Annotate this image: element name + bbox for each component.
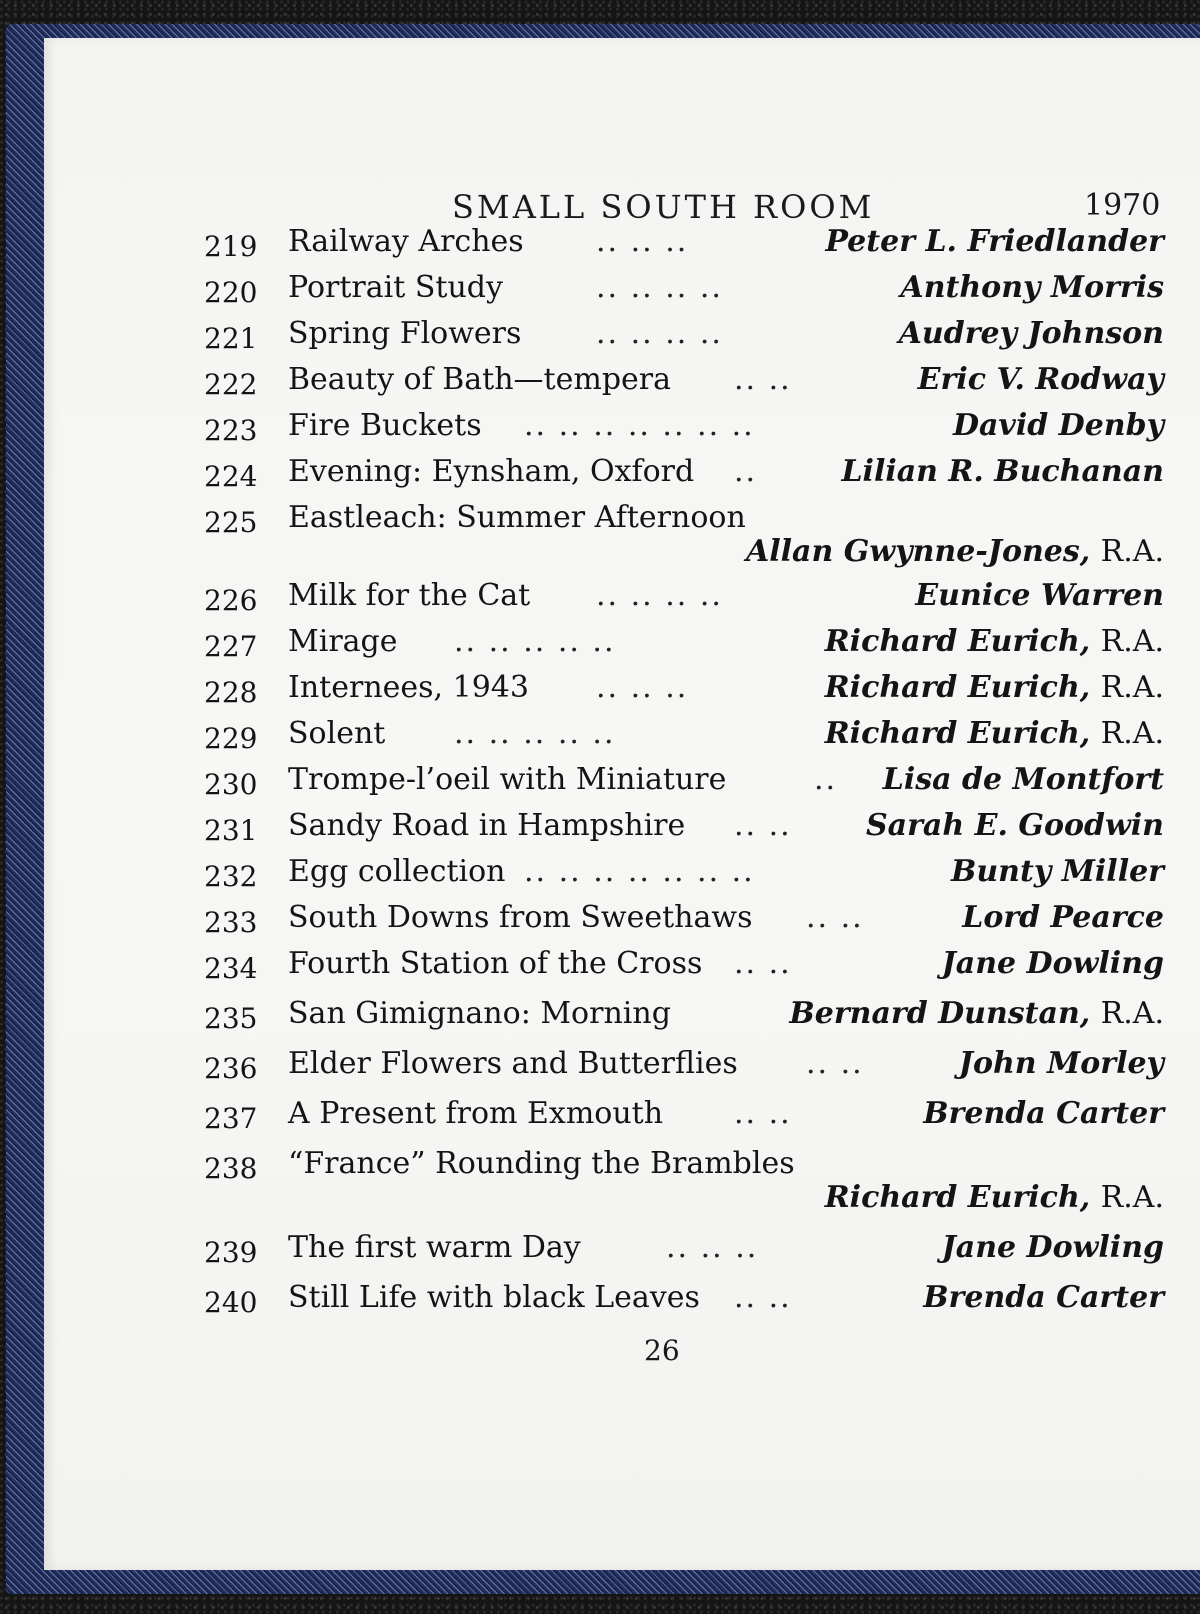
entry-title: Elder Flowers and Butterflies [288, 1046, 738, 1081]
entry-title: South Downs from Sweethaws [288, 900, 753, 935]
entry-title: Spring Flowers [288, 316, 522, 351]
entry-title: Eastleach: Summer Afternoon [288, 500, 746, 535]
entry-artist [915, 578, 1164, 613]
entry-row [44, 762, 1200, 802]
entry-title: Beauty of Bath—tempera [288, 362, 671, 397]
artist-honour: R.A. [1100, 670, 1164, 705]
leader-dots: .. .. .. .. [596, 316, 723, 351]
leader-dots: .. .. .. .. .. [454, 716, 616, 751]
entry-number: 240 [204, 1286, 258, 1319]
leader-dots: .. .. .. .. .. [454, 624, 616, 659]
entry-number: 219 [204, 230, 258, 263]
leader-dots: .. .. [734, 946, 792, 981]
room-title: SMALL SOUTH ROOM [452, 188, 875, 226]
entry-number: 223 [204, 414, 258, 447]
entry-artist [951, 854, 1164, 889]
artist-name: Brenda Carter [923, 1280, 1164, 1315]
entry-artist [918, 362, 1164, 397]
entry-number: 239 [204, 1236, 258, 1269]
entry-row [44, 1096, 1200, 1136]
entry-row [44, 408, 1200, 448]
entry-row [44, 854, 1200, 894]
artist-name: Anthony Morris [900, 270, 1164, 305]
leader-dots: .. .. [734, 1096, 792, 1131]
artist-name: Richard Eurich, [824, 1180, 1091, 1215]
artist-name: Sarah E. Goodwin [865, 808, 1164, 843]
entry-row [44, 224, 1200, 264]
artist-honour: R.A. [1100, 534, 1164, 569]
entry-artist [923, 1280, 1164, 1315]
artist-name: Richard Eurich, [824, 624, 1091, 659]
leader-dots: .. .. .. [596, 670, 689, 705]
entry-artist [825, 670, 1164, 705]
entry-artist [923, 1096, 1164, 1131]
entry-title: Fourth Station of the Cross [288, 946, 703, 981]
leader-dots: .. .. .. .. .. .. .. [524, 854, 755, 889]
entry-title: “France” Rounding the Brambles [288, 1146, 795, 1181]
entry-number: 228 [204, 676, 258, 709]
artist-honour: R.A. [1100, 624, 1164, 659]
leader-dots: .. [814, 762, 838, 797]
entry-number: 237 [204, 1102, 258, 1135]
leader-dots: .. .. [734, 362, 792, 397]
leader-dots: .. .. .. [596, 224, 689, 259]
entry-number: 231 [204, 814, 258, 847]
entry-number: 234 [204, 952, 258, 985]
entry-title: San Gimignano: Morning [288, 996, 671, 1031]
artist-name: Richard Eurich, [824, 670, 1091, 705]
entry-number: 236 [204, 1052, 258, 1085]
artist-name: Jane Dowling [941, 946, 1164, 981]
artist-honour: R.A. [1100, 716, 1164, 751]
year: 1970 [1084, 188, 1161, 223]
leader-dots: .. .. [806, 1046, 864, 1081]
artist-name: John Morley [958, 1046, 1164, 1081]
entry-artist [825, 624, 1164, 659]
entry-number: 229 [204, 722, 258, 755]
entry-number: 226 [204, 584, 258, 617]
entry-artist [899, 316, 1164, 351]
entry-artist [900, 270, 1164, 305]
entry-title: Portrait Study [288, 270, 503, 305]
artist-name: Lord Pearce [962, 900, 1164, 935]
artist-name: Eric V. Rodway [917, 362, 1164, 397]
leader-dots: .. .. [806, 900, 864, 935]
entry-artist [825, 224, 1164, 259]
entry-title: Sandy Road in Hampshire [288, 808, 686, 843]
leader-dots: .. .. .. [666, 1230, 759, 1265]
entry-number: 227 [204, 630, 258, 663]
entry-row [44, 624, 1200, 664]
entry-artist [841, 454, 1164, 489]
entry-row [44, 578, 1200, 618]
page-number: 26 [644, 1334, 680, 1367]
leader-dots: .. .. .. .. [596, 270, 723, 305]
entry-title: Trompe-l’oeil with Miniature [288, 762, 727, 797]
entry-row [44, 1230, 1200, 1270]
artist-name: Brenda Carter [923, 1096, 1164, 1131]
entry-title: A Present from Exmouth [288, 1096, 664, 1131]
artist-name: Eunice Warren [915, 578, 1164, 613]
entry-row [44, 500, 1200, 569]
artist-name: Bunty Miller [950, 854, 1164, 889]
artist-name: Peter L. Friedlander [825, 224, 1164, 259]
entry-artist [789, 996, 1164, 1031]
entry-number: 225 [204, 506, 258, 539]
entry-row [44, 454, 1200, 494]
entry-artist [866, 808, 1164, 843]
entry-row [44, 900, 1200, 940]
entry-artist [746, 534, 1164, 569]
entry-row [44, 1280, 1200, 1320]
entry-number: 235 [204, 1002, 258, 1035]
entry-row [44, 270, 1200, 310]
entry-row [44, 716, 1200, 756]
entry-artist [883, 762, 1164, 797]
entry-number: 220 [204, 276, 258, 309]
entry-artist [825, 1180, 1164, 1215]
entry-row [44, 1146, 1200, 1215]
entry-artist [959, 1046, 1164, 1081]
entry-title: Egg collection [288, 854, 506, 889]
entry-row [44, 1046, 1200, 1086]
entry-artist [942, 946, 1164, 981]
entry-number: 221 [204, 322, 258, 355]
leader-dots: .. .. [734, 1280, 792, 1315]
entry-artist [942, 1230, 1164, 1265]
entry-number: 233 [204, 906, 258, 939]
leader-dots: .. .. .. .. [596, 578, 723, 613]
entry-title: Internees, 1943 [288, 670, 529, 705]
entry-row [44, 996, 1200, 1036]
artist-name: David Denby [952, 408, 1164, 443]
entry-title: The first warm Day [288, 1230, 581, 1265]
entry-title: Railway Arches [288, 224, 524, 259]
entry-row [44, 316, 1200, 356]
artist-name: Bernard Dunstan, [789, 996, 1091, 1031]
artist-name: Allan Gwynne-Jones, [745, 534, 1091, 569]
entry-row [44, 808, 1200, 848]
entry-number: 232 [204, 860, 258, 893]
entry-artist [825, 716, 1164, 751]
artist-honour: R.A. [1100, 996, 1164, 1031]
entry-number: 222 [204, 368, 258, 401]
entry-number: 238 [204, 1152, 258, 1185]
leader-dots: .. .. [734, 808, 792, 843]
entry-title: Evening: Eynsham, Oxford [288, 454, 695, 489]
entry-number: 230 [204, 768, 258, 801]
entry-artist [953, 408, 1164, 443]
entry-title: Still Life with black Leaves [288, 1280, 700, 1315]
leader-dots: .. .. .. .. .. .. .. [524, 408, 755, 443]
artist-name: Jane Dowling [941, 1230, 1164, 1265]
entry-artist [962, 900, 1164, 935]
artist-name: Audrey Johnson [898, 316, 1164, 351]
entry-title: Solent [288, 716, 386, 751]
leader-dots: .. [734, 454, 758, 489]
entry-number: 224 [204, 460, 258, 493]
entry-title: Milk for the Cat [288, 578, 531, 613]
artist-name: Richard Eurich, [824, 716, 1091, 751]
artist-honour: R.A. [1100, 1180, 1164, 1215]
entry-title: Mirage [288, 624, 398, 659]
entry-row [44, 946, 1200, 986]
entry-row [44, 362, 1200, 402]
artist-name: Lisa de Montfort [882, 762, 1164, 797]
entry-title: Fire Buckets [288, 408, 482, 443]
catalogue-page [44, 38, 1200, 1570]
artist-name: Lilian R. Buchanan [841, 454, 1164, 489]
entry-row [44, 670, 1200, 710]
